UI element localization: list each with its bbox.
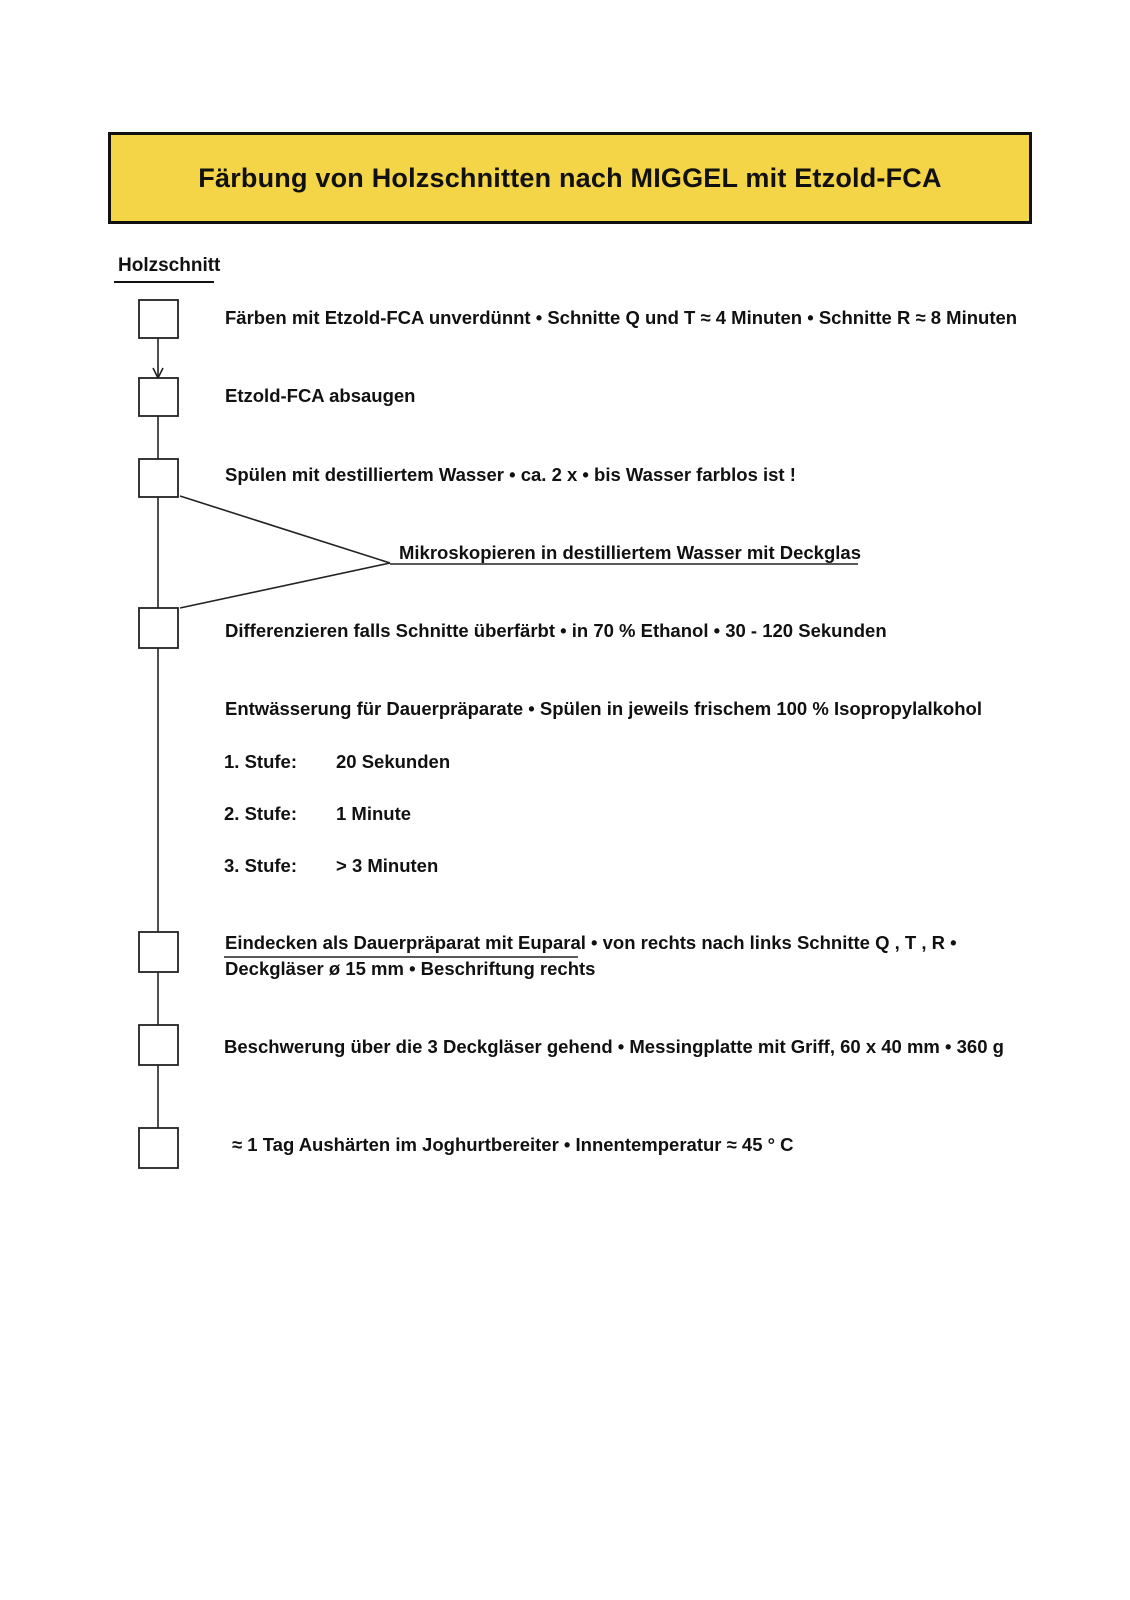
stage-3-value: > 3 Minuten	[336, 855, 439, 876]
step-box	[139, 459, 178, 497]
step-5-text	[225, 932, 957, 954]
step-box	[139, 932, 178, 972]
step-box	[139, 1128, 178, 1168]
step-5-line2: Deckgläser ø 15 mm • Beschriftung rechts	[225, 958, 596, 979]
stage-2-value: 1 Minute	[336, 803, 412, 824]
stage-2-label: 2. Stufe:	[224, 803, 297, 824]
arrow-head	[153, 368, 163, 378]
stage-3-label: 3. Stufe:	[224, 855, 297, 876]
step-1-text: Färben mit Etzold-FCA unverdünnt • Schnitte Q und T ≈ 4 Minuten • Schnitte R ≈ 8 Minuten	[225, 307, 1018, 328]
step-box	[139, 300, 178, 338]
dehydration-text: Entwässerung für Dauerpräparate • Spülen in jeweils frischem 100 % Isopropylalkohol	[225, 698, 982, 719]
step-box	[139, 1025, 178, 1065]
step-box	[139, 608, 178, 648]
section-heading: Holzschnitt	[118, 255, 221, 276]
branch-text: Mikroskopieren in destilliertem Wasser mit Deckglas	[399, 542, 861, 563]
branch-line-upper	[180, 496, 390, 563]
step-7-text: ≈ 1 Tag Aushärten im Joghurtbereiter • Innentemperatur ≈ 45 ° C	[232, 1134, 794, 1155]
stage-1-value: 20 Sekunden	[336, 751, 451, 772]
step-2-text: Etzold-FCA absaugen	[225, 385, 416, 406]
step-5-underlined: Eindecken als Dauerpräparat mit Euparal	[225, 932, 586, 953]
step-3-text: Spülen mit destilliertem Wasser • ca. 2 x • bis Wasser farblos ist !	[225, 464, 796, 485]
title-box	[108, 132, 1032, 224]
step-5-rest: • von rechts nach links Schnitte Q , T , R •	[585, 932, 957, 953]
step-box	[139, 378, 178, 416]
page-title: Färbung von Holzschnitten nach MIGGEL mit Etzold-FCA	[198, 162, 942, 193]
step-6-text: Beschwerung über die 3 Deckgläser gehend • Messingplatte mit Griff, 60 x 40 mm • 360 g	[224, 1036, 1004, 1057]
stage-1-label: 1. Stufe:	[224, 751, 297, 772]
branch-line-lower	[180, 563, 390, 608]
step-4-text: Differenzieren falls Schnitte überfärbt • in 70 % Ethanol • 30 - 120 Sekunden	[225, 620, 887, 641]
section-heading-underline	[114, 281, 214, 283]
